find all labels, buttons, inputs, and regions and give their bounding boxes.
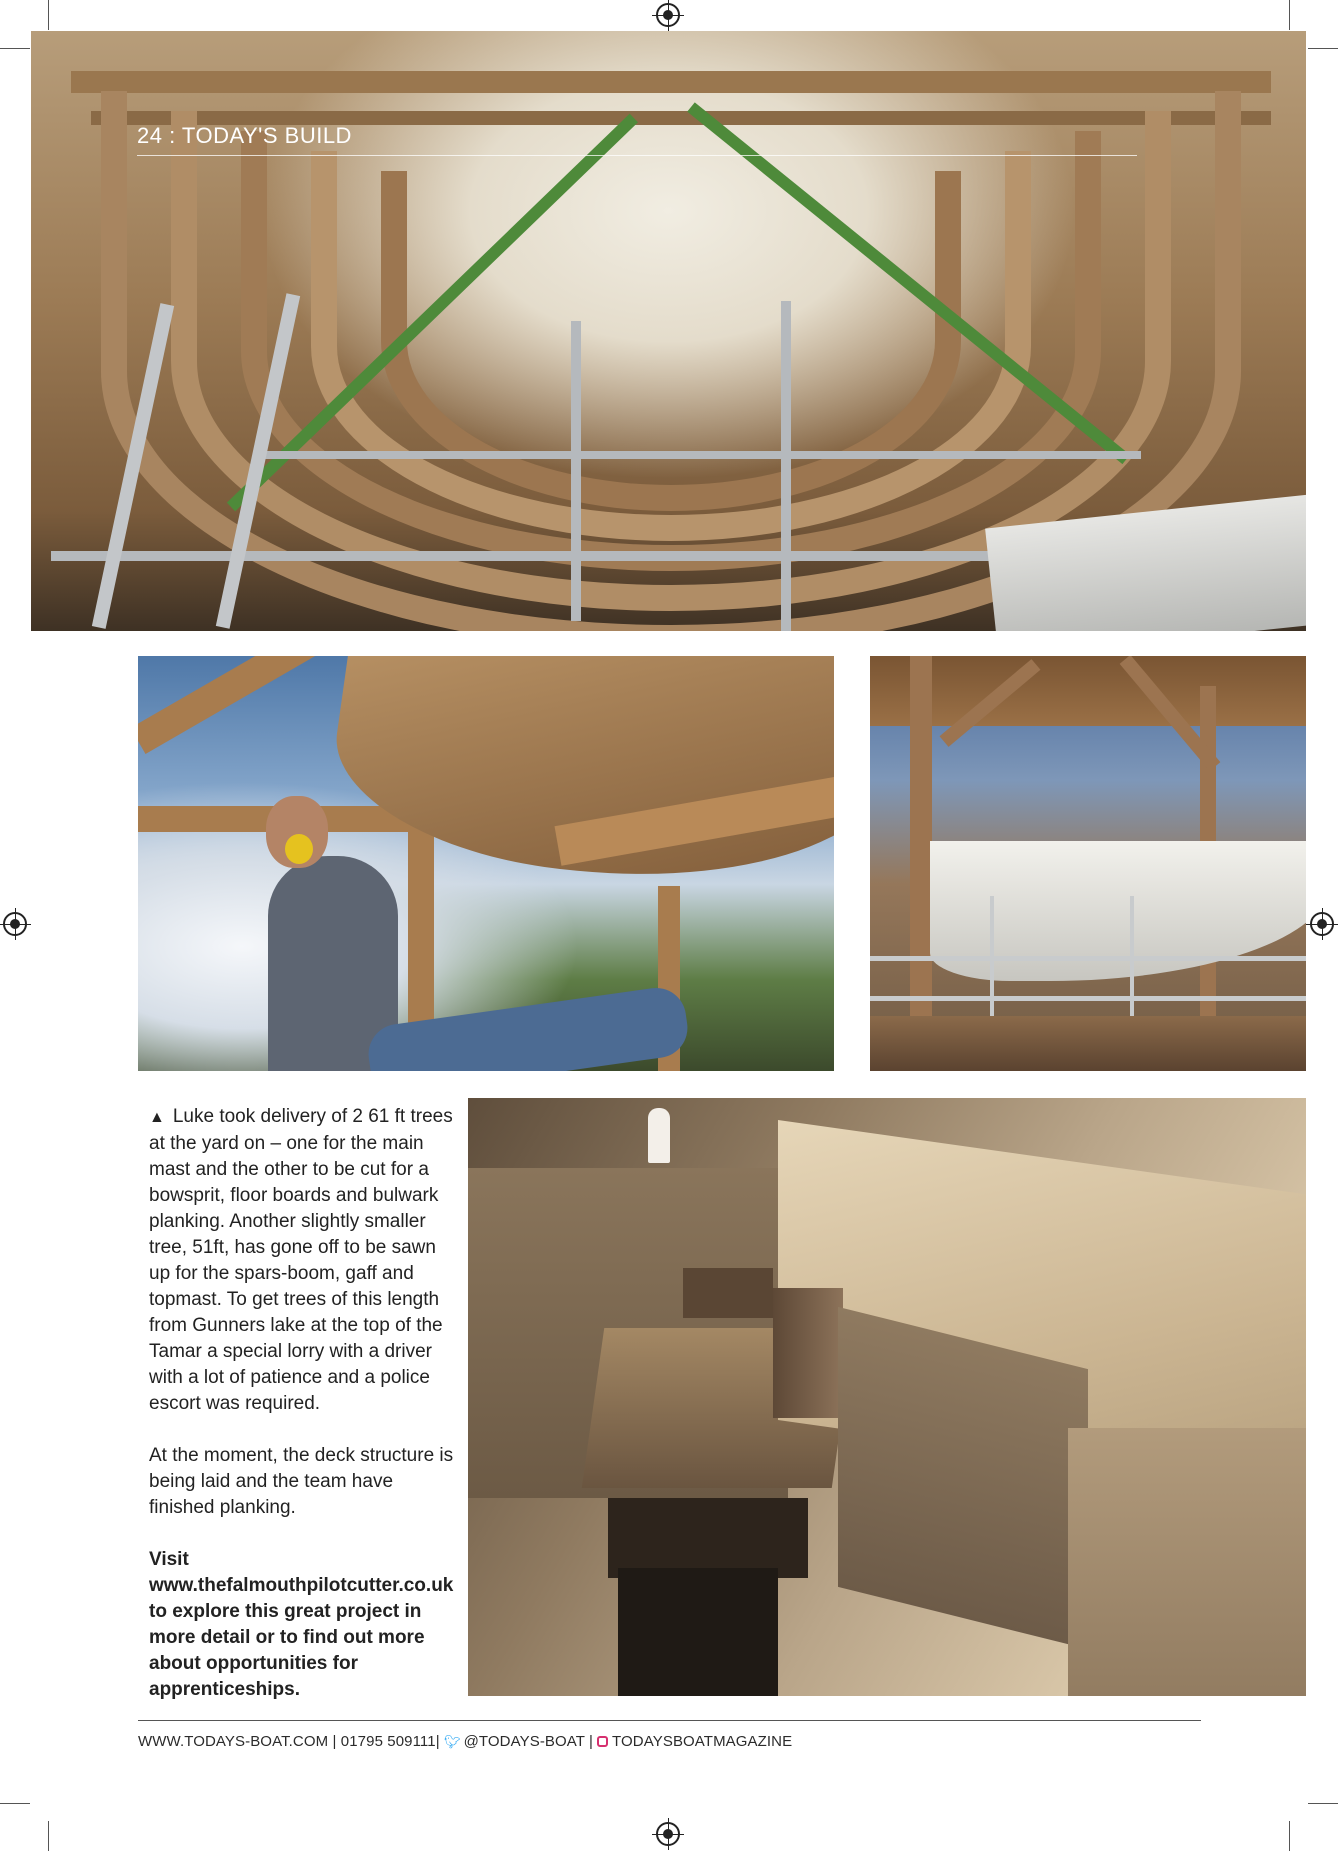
crop-mark: [0, 48, 30, 49]
article-body: [149, 1104, 457, 1729]
section-header: 24 : TODAY'S BUILD: [137, 123, 1137, 156]
twitter-bird-icon: 🐦︎: [443, 1734, 461, 1749]
paragraph-1: [149, 1104, 457, 1417]
crop-mark: [1289, 1821, 1290, 1851]
paragraph-1-text: Luke took delivery of 2 61 ft trees at the yard on – one for the main mast and the other to be cut for a bowsprit, floor boards and bulwark planking. Another slightly smaller tree, 51ft, has gone off to be sawn up for the spars-boom, gaff and topmast. To get trees of this length from Gunners lake at the top of the Tamar a special lorry with a driver with a lot of patience and a police escort was required.: [149, 1106, 453, 1414]
up-triangle-icon: ▲: [149, 1109, 165, 1126]
crop-mark: [1308, 1803, 1338, 1804]
crop-mark: [48, 0, 49, 30]
registration-mark-icon: [656, 3, 680, 27]
crop-mark: [1289, 0, 1290, 30]
footer-separator: |: [332, 1733, 337, 1750]
crop-mark: [0, 1803, 30, 1804]
crop-mark: [48, 1821, 49, 1851]
registration-mark-icon: [3, 912, 27, 936]
worker-grinding-photo: [138, 656, 834, 1071]
footer: [138, 1733, 792, 1750]
paragraph-2: At the moment, the deck structure is being laid and the team have finished planking.: [149, 1445, 454, 1518]
footer-rule: [138, 1720, 1201, 1721]
footer-separator: |: [589, 1733, 594, 1750]
footer-separator: |: [435, 1733, 440, 1750]
boat-shed-photo: [870, 656, 1306, 1071]
crop-mark: [1308, 48, 1338, 49]
registration-mark-icon: [1310, 912, 1334, 936]
hull-frames-photo: [31, 31, 1306, 631]
registration-mark-icon: [656, 1822, 680, 1846]
footer-website-link[interactable]: WWW.TODAYS-BOAT.COM: [138, 1733, 329, 1750]
instagram-icon: [597, 1736, 608, 1747]
footer-phone: 01795 509111: [340, 1733, 436, 1750]
footer-instagram-link[interactable]: TODAYSBOATMAGAZINE: [612, 1733, 793, 1750]
footer-twitter-link[interactable]: @TODAYS-BOAT: [463, 1733, 585, 1750]
plank-detail-photo: [468, 1098, 1306, 1696]
call-to-action: Visit www.thefalmouthpilotcutter.co.uk to explore this great project in more detail or to find out more about opportunities for apprenticeships.: [149, 1549, 454, 1700]
